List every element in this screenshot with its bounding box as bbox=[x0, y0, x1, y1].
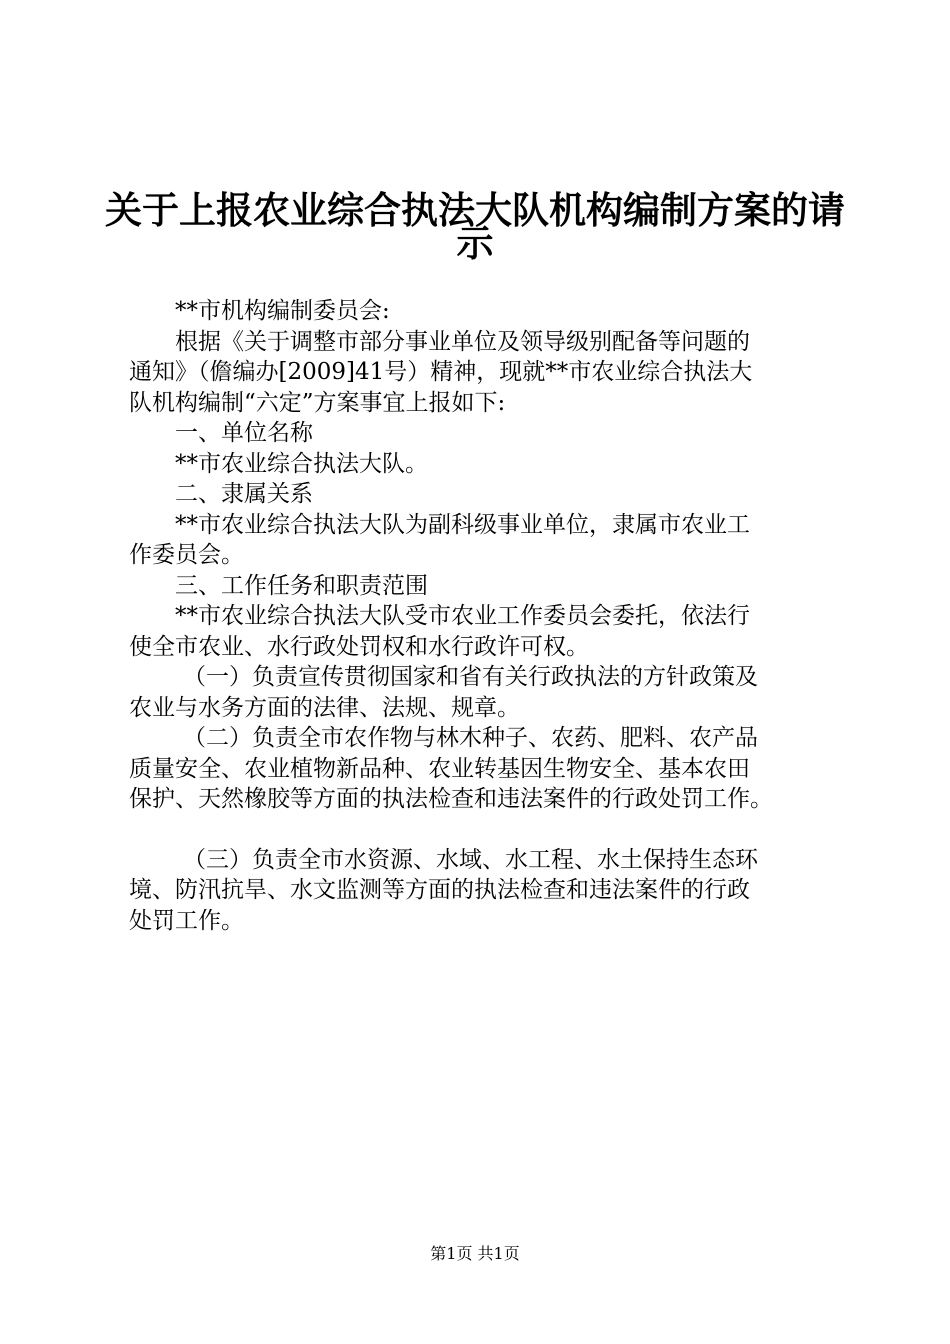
paragraph-line: **市农业综合执法大队为副科级事业单位，隶属市农业工 bbox=[175, 511, 750, 538]
document-body bbox=[129, 296, 829, 936]
paragraph-line: 作委员会。 bbox=[129, 542, 244, 568]
paragraph-line: 队机构编制“六定”方案事宜上报如下: bbox=[129, 389, 506, 416]
list-item-line: 农业与水务方面的法律、法规、规章。 bbox=[129, 694, 520, 721]
list-item-line: 保护、天然橡胶等方面的执法检查和违法案件的行政处罚工作。 bbox=[129, 786, 773, 812]
document-title-line-2: 示 bbox=[456, 221, 494, 265]
section-heading: 二、隶属关系 bbox=[175, 481, 313, 507]
paragraph-gap bbox=[129, 815, 829, 845]
paragraph-line: 根据《关于调整市部分事业单位及领导级别配备等问题的 bbox=[175, 328, 750, 355]
list-item-line: （一）负责宣传贯彻国家和省有关行政执法的方针政策及 bbox=[183, 664, 758, 690]
document-title-line-1: 关于上报农业综合执法大队机构编制方案的请 bbox=[105, 188, 845, 232]
salutation: **市机构编制委员会: bbox=[175, 298, 390, 324]
list-item-line: （三）负责全市水资源、水域、水工程、水土保持生态环 bbox=[183, 846, 758, 873]
page-footer: 第1页 共1页 bbox=[430, 1244, 520, 1263]
list-item-line: 境、防汛抗旱、水文监测等方面的执法检查和违法案件的行政 bbox=[129, 877, 750, 903]
list-item-line: 质量安全、农业植物新品种、农业转基因生物安全、基本农田 bbox=[129, 755, 750, 782]
paragraph-line: **市农业综合执法大队。 bbox=[175, 450, 428, 477]
paragraph-line: 通知》（儋编办[2009]41号）精神，现就**市农业综合执法大 bbox=[129, 359, 753, 385]
list-item-line: （二）负责全市农作物与林木种子、农药、肥料、农产品 bbox=[183, 725, 758, 751]
section-heading: 三、工作任务和职责范围 bbox=[175, 572, 428, 599]
list-item-line: 处罚工作。 bbox=[129, 907, 244, 934]
paragraph-line: 使全市农业、水行政处罚权和水行政许可权。 bbox=[129, 633, 589, 660]
paragraph-line: **市农业综合执法大队受市农业工作委员会委托，依法行 bbox=[175, 603, 750, 629]
section-heading: 一、单位名称 bbox=[175, 420, 313, 446]
